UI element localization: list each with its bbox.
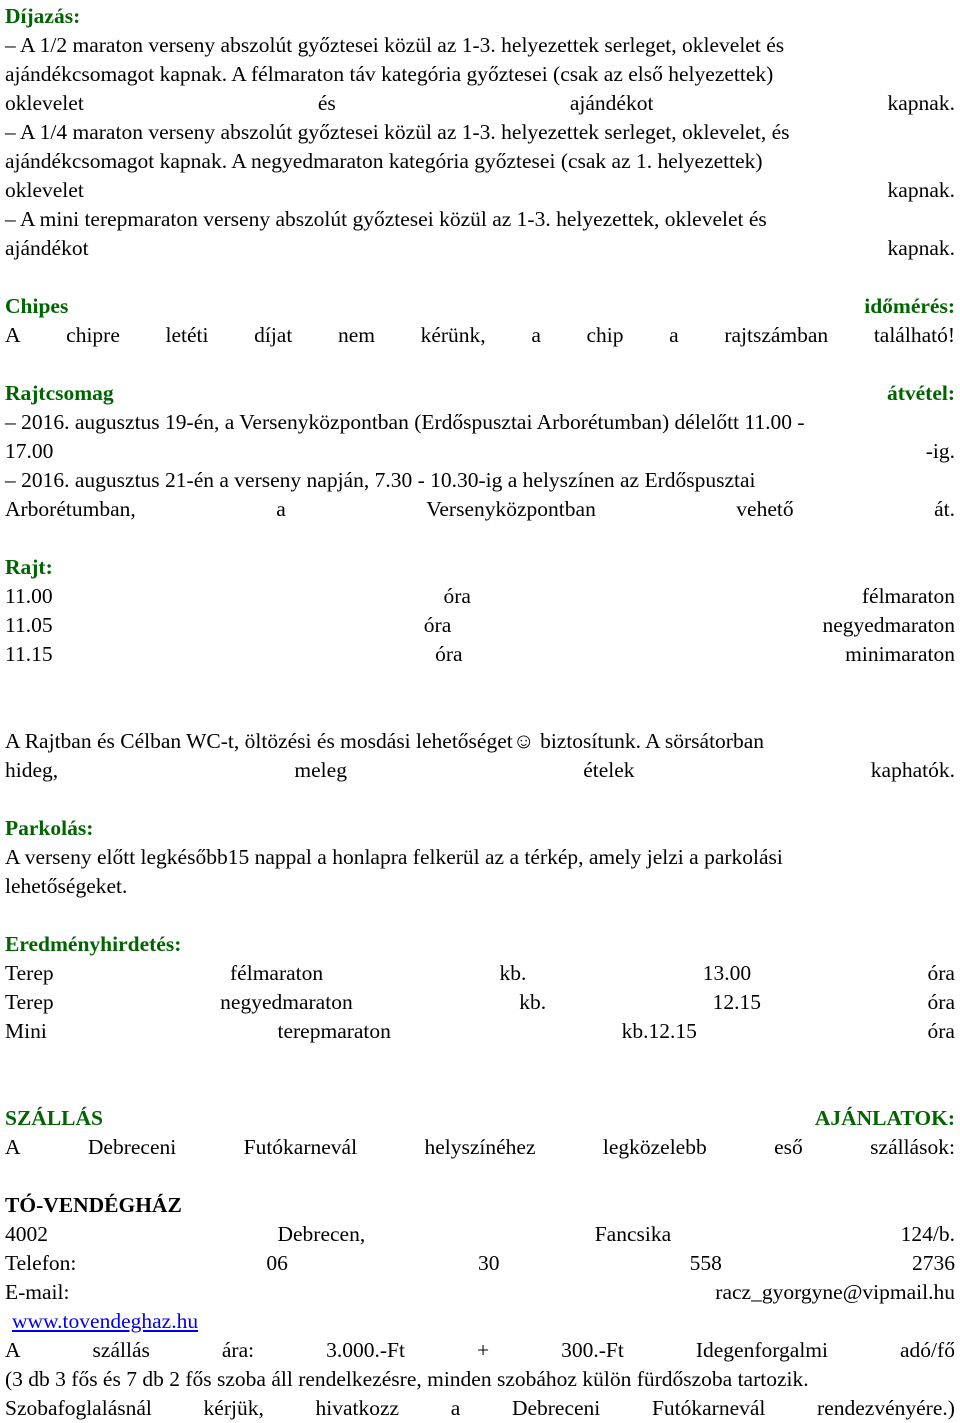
prizes-line-2: ajándékcsomagot kapnak. A félmaraton táv kategória győztesei (csak az első helyezettek) bbox=[5, 62, 774, 86]
lodging-email bbox=[5, 1278, 955, 1307]
parking-line-2: lehetőségeket. bbox=[5, 874, 128, 898]
word: óra bbox=[927, 990, 955, 1014]
word: díjat bbox=[254, 323, 293, 347]
word: Debreceni bbox=[511, 1396, 601, 1420]
race-name: minimaraton bbox=[845, 642, 955, 666]
word: kérjük, bbox=[203, 1396, 264, 1420]
word: 300.-Ft bbox=[561, 1338, 624, 1362]
word: A bbox=[5, 1135, 21, 1159]
word: Rajtcsomag bbox=[5, 381, 114, 405]
word: letéti bbox=[165, 323, 209, 347]
word: szállás bbox=[92, 1338, 150, 1362]
word: kb. bbox=[519, 990, 547, 1014]
email-label: E-mail: bbox=[5, 1280, 70, 1304]
results-row bbox=[5, 959, 955, 988]
word: Telefon: bbox=[5, 1251, 77, 1275]
word: AJÁNLATOK: bbox=[814, 1106, 955, 1130]
word: óra bbox=[927, 961, 955, 985]
word: hideg, bbox=[5, 758, 59, 782]
word: oklevelet bbox=[5, 91, 84, 115]
word: Debrecen, bbox=[277, 1222, 366, 1246]
word: Chipes bbox=[5, 294, 69, 318]
word: át. bbox=[934, 497, 955, 521]
results-row bbox=[5, 1017, 955, 1046]
word: 558 bbox=[689, 1251, 722, 1275]
word: oklevelet bbox=[5, 178, 84, 202]
word: Mini bbox=[5, 1019, 47, 1043]
word: óra bbox=[423, 613, 452, 637]
word: Arborétumban, bbox=[5, 497, 136, 521]
word: szállások: bbox=[870, 1135, 955, 1159]
email-address[interactable]: racz_gyorgyne@vipmail.hu bbox=[715, 1280, 955, 1304]
parking-line-1: A verseny előtt legkésőbb15 nappal a honlapra felkerül az a térkép, amely jelzi a parkolási bbox=[5, 845, 783, 869]
word: ajándékot bbox=[5, 236, 89, 260]
word: A bbox=[5, 1338, 21, 1362]
word: 30 bbox=[478, 1251, 500, 1275]
results-row bbox=[5, 988, 955, 1017]
word: A bbox=[5, 323, 21, 347]
word: chipre bbox=[66, 323, 120, 347]
results-heading: Eredményhirdetés: bbox=[5, 932, 182, 956]
start-time: 11.05 bbox=[5, 613, 53, 637]
start-time: 11.00 bbox=[5, 584, 53, 608]
prizes-line-7: – A mini terepmaraton verseny abszolút győztesei közül az 1-3. helyezettek, oklevelet és bbox=[5, 207, 767, 231]
word: óra bbox=[435, 642, 463, 666]
word: -ig. bbox=[925, 439, 955, 463]
start-row bbox=[5, 640, 955, 669]
word: kérünk, bbox=[420, 323, 486, 347]
word: Terep bbox=[5, 990, 54, 1014]
word: hivatkozz bbox=[315, 1396, 400, 1420]
lodging-website-line bbox=[5, 1307, 955, 1336]
word: 06 bbox=[266, 1251, 288, 1275]
word: Futókarnevál bbox=[243, 1135, 358, 1159]
parking-heading: Parkolás: bbox=[5, 816, 94, 840]
prizes-line-1: – A 1/2 maraton verseny abszolút győztesei közül az 1-3. helyezettek serleget, oklevelet és bbox=[5, 33, 785, 57]
word: kapnak. bbox=[887, 236, 955, 260]
facilities-line-2 bbox=[5, 756, 955, 785]
race-name: félmaraton bbox=[861, 584, 955, 608]
word: óra bbox=[443, 584, 471, 608]
word: eső bbox=[774, 1135, 803, 1159]
packet-line-3: – 2016. augusztus 21-én a verseny napján, 7.30 - 10.30-ig a helyszínen az Erdőspusztai bbox=[5, 468, 756, 492]
word: kapnak. bbox=[887, 178, 955, 202]
word: Fancsika bbox=[594, 1222, 672, 1246]
lodging-intro bbox=[5, 1133, 955, 1162]
word: a bbox=[276, 497, 286, 521]
word: kb.12.15 bbox=[621, 1019, 697, 1043]
word: + bbox=[476, 1338, 490, 1362]
start-heading: Rajt: bbox=[5, 555, 53, 579]
word: ételek bbox=[583, 758, 635, 782]
word: a bbox=[450, 1396, 461, 1420]
word: 17.00 bbox=[5, 439, 54, 463]
word: kaphatók. bbox=[870, 758, 955, 782]
chip-line bbox=[5, 321, 955, 350]
word: található! bbox=[873, 323, 955, 347]
word: Szobafoglalásnál bbox=[5, 1396, 152, 1420]
prizes-line-4: – A 1/4 maraton verseny abszolút győztesei közül az 1-3. helyezettek serleget, oklevelet, és bbox=[5, 120, 790, 144]
word: chip bbox=[586, 323, 624, 347]
prizes-heading: Díjazás: bbox=[5, 4, 81, 28]
word: 2736 bbox=[911, 1251, 955, 1275]
word: 12.15 bbox=[712, 990, 762, 1014]
packet-heading bbox=[5, 379, 955, 408]
word: Debreceni bbox=[87, 1135, 177, 1159]
word: meleg bbox=[294, 758, 347, 782]
prizes-line-5: ajándékcsomagot kapnak. A negyedmaraton kategória győztesei (csak az 1. helyezettek) bbox=[5, 149, 763, 173]
word: és bbox=[317, 91, 336, 115]
word: SZÁLLÁS bbox=[5, 1106, 103, 1130]
lodging-name: TÓ-VENDÉGHÁZ bbox=[5, 1193, 182, 1217]
word: helyszínéhez bbox=[424, 1135, 536, 1159]
prizes-line-8 bbox=[5, 234, 955, 263]
packet-line-1: – 2016. augusztus 19-én, a Versenyközpontban (Erdőspusztai Arborétumban) délelőtt 11.00 - bbox=[5, 410, 805, 434]
word: Versenyközpontban bbox=[426, 497, 596, 521]
word: óra bbox=[927, 1019, 955, 1043]
word: adó/fő bbox=[900, 1338, 955, 1362]
word: átvétel: bbox=[886, 381, 955, 405]
word: vehető bbox=[736, 497, 794, 521]
website-link[interactable]: www.tovendeghaz.hu bbox=[12, 1309, 199, 1333]
word: félmaraton bbox=[230, 961, 324, 985]
word: ajándékot bbox=[569, 91, 654, 115]
word: a bbox=[669, 323, 679, 347]
lodging-price bbox=[5, 1336, 955, 1365]
chip-heading bbox=[5, 292, 955, 321]
word: terepmaraton bbox=[277, 1019, 391, 1043]
start-row bbox=[5, 582, 955, 611]
word: 13.00 bbox=[702, 961, 752, 985]
facilities-line-1: A Rajtban és Célban WC-t, öltözési és mosdási lehetőséget☺ biztosítunk. A sörsátorban bbox=[5, 729, 765, 753]
lodging-heading bbox=[5, 1104, 955, 1133]
word: Futókarnevál bbox=[651, 1396, 766, 1420]
word: legközelebb bbox=[602, 1135, 707, 1159]
word: 4002 bbox=[5, 1222, 48, 1246]
word: 124/b. bbox=[900, 1222, 955, 1246]
word: nem bbox=[337, 323, 375, 347]
word: Idegenforgalmi bbox=[695, 1338, 828, 1362]
packet-line-2 bbox=[5, 437, 955, 466]
word: kb. bbox=[499, 961, 527, 985]
race-name: negyedmaraton bbox=[822, 613, 955, 637]
word: rajtszámban bbox=[724, 323, 829, 347]
word: 3.000.-Ft bbox=[326, 1338, 405, 1362]
packet-line-4 bbox=[5, 495, 955, 524]
word: ára: bbox=[221, 1338, 255, 1362]
prizes-line-3 bbox=[5, 89, 955, 118]
word: a bbox=[531, 323, 541, 347]
prizes-line-6 bbox=[5, 176, 955, 205]
word: Terep bbox=[5, 961, 54, 985]
lodging-rooms: (3 db 3 fős és 7 db 2 fős szoba áll rendelkezésre, minden szobához külön fürdőszoba tartozik. bbox=[5, 1367, 809, 1391]
lodging-phone bbox=[5, 1249, 955, 1278]
word: kapnak. bbox=[887, 91, 955, 115]
word: időmérés: bbox=[864, 294, 955, 318]
start-row bbox=[5, 611, 955, 640]
lodging-address bbox=[5, 1220, 955, 1249]
word: negyedmaraton bbox=[220, 990, 353, 1014]
word: rendezvényére.) bbox=[817, 1396, 955, 1420]
start-time: 11.15 bbox=[5, 642, 53, 666]
